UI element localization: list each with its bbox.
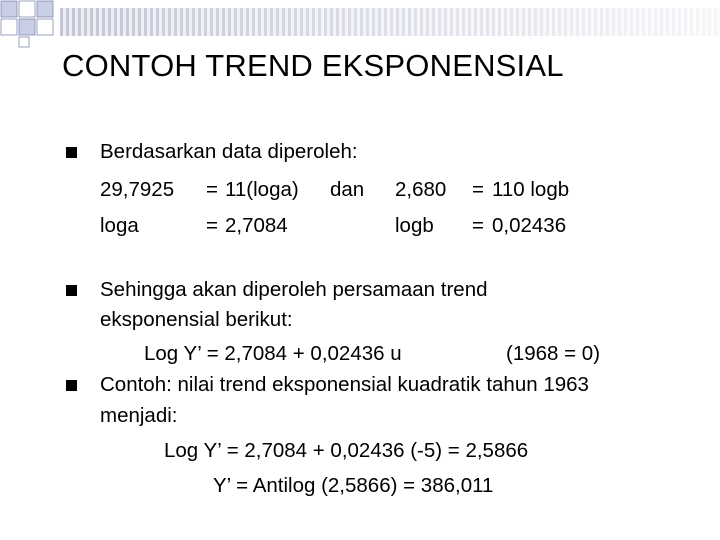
trend-origin-note: (1968 = 0) bbox=[506, 342, 601, 365]
eq-row2-right-value: logb bbox=[395, 214, 434, 237]
bullet-text-intro: Berdasarkan data diperoleh: bbox=[100, 140, 358, 163]
eq-row1-right-value: 2,680 bbox=[395, 178, 447, 201]
eq-row2-right-rhs: 0,02436 bbox=[492, 214, 567, 237]
bullet-marker bbox=[66, 285, 77, 296]
bullet-marker bbox=[66, 380, 77, 391]
calculation-antilog: Y’ = Antilog (2,5866) = 386,011 bbox=[213, 474, 494, 497]
bullet-text-example-line1: Contoh: nilai trend eksponensial kuadratik tahun 1963 bbox=[100, 373, 589, 396]
slide-title: CONTOH TREND EKSPONENSIAL bbox=[62, 48, 564, 83]
eq-row2-equals-right: = bbox=[472, 214, 484, 237]
eq-row1-right-rhs: 110 logb bbox=[492, 178, 570, 201]
bullet-text-conclusion-line1: Sehingga akan diperoleh persamaan trend bbox=[100, 278, 488, 301]
bullet-text-example-line2: menjadi: bbox=[100, 404, 178, 427]
header-decoration bbox=[0, 0, 720, 50]
eq-row2-left-rhs: 2,7084 bbox=[225, 214, 288, 237]
bullet-marker bbox=[66, 147, 77, 158]
eq-row1-equals-right: = bbox=[472, 178, 484, 201]
eq-row1-left-value: 29,7925 bbox=[100, 178, 175, 201]
calculation-log: Log Y’ = 2,7084 + 0,02436 (-5) = 2,5866 bbox=[164, 439, 529, 462]
eq-row1-equals-left: = bbox=[206, 178, 218, 201]
eq-row1-left-rhs: 11(loga) bbox=[225, 178, 299, 201]
eq-row2-equals-left: = bbox=[206, 214, 218, 237]
bullet-text-conclusion-line2: eksponensial berikut: bbox=[100, 308, 293, 331]
trend-formula: Log Y’ = 2,7084 + 0,02436 u bbox=[144, 342, 402, 365]
eq-row1-connector: dan bbox=[330, 178, 365, 201]
eq-row2-left-value: loga bbox=[100, 214, 139, 237]
